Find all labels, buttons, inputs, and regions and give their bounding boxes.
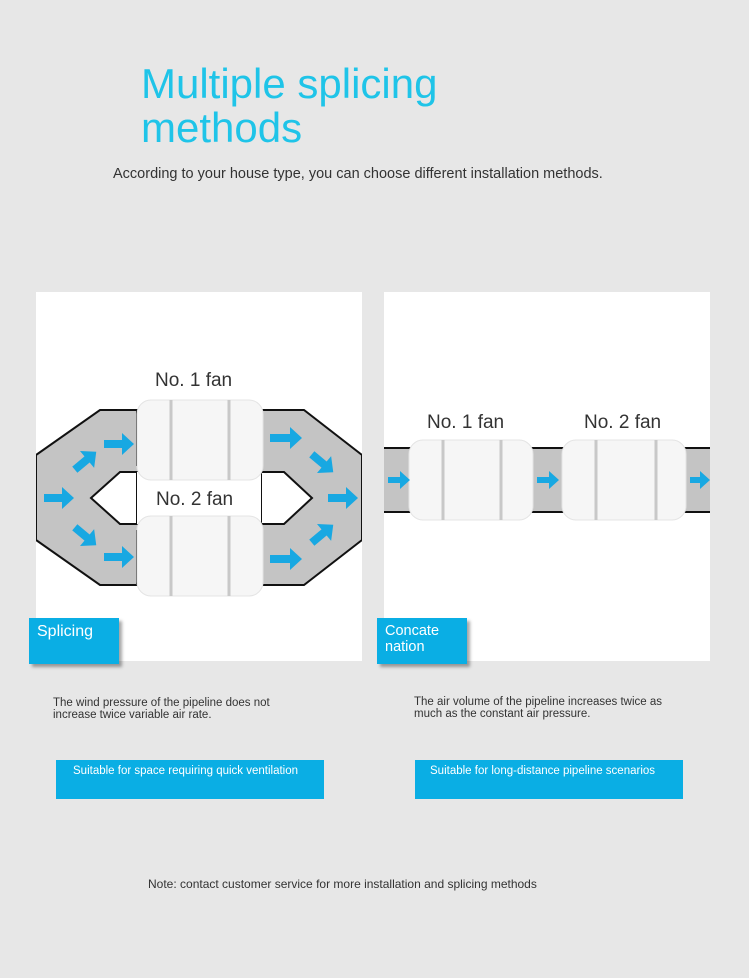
fan-1-label: No. 1 fan <box>427 412 505 433</box>
splicing-tag: Splicing <box>29 618 119 664</box>
concatenation-suitable-banner: Suitable for long-distance pipeline scenarios <box>415 760 683 799</box>
concatenation-tag <box>377 618 467 664</box>
concatenation-diagram-panel <box>384 292 710 661</box>
concatenation-diagram <box>384 292 710 661</box>
splicing-suitable-banner: Suitable for space requiring quick ventilation <box>56 760 324 799</box>
subtitle: According to your house type, you can choose different installation methods. <box>113 166 603 182</box>
fan-2-label: No. 2 fan <box>584 412 662 433</box>
fan-1-label: No. 1 fan <box>155 370 233 391</box>
fan-2-unit <box>137 516 263 596</box>
fan-2-label: No. 2 fan <box>156 489 234 510</box>
fan-2-unit <box>562 440 686 520</box>
concatenation-tag-line-1: Concate <box>385 623 440 639</box>
title-line-2: methods <box>141 104 303 151</box>
title-line-1: Multiple splicing <box>141 60 438 107</box>
concatenation-description: The air volume of the pipeline increases twice as much as the constant air pressure. <box>414 696 663 720</box>
splicing-diagram <box>36 292 362 661</box>
footer-note: Note: contact customer service for more installation and splicing methods <box>148 877 537 891</box>
splicing-diagram-panel <box>36 292 362 661</box>
fan-1-unit <box>137 400 263 480</box>
concatenation-tag-line-2: nation <box>385 639 425 655</box>
page-title <box>141 62 437 150</box>
fan-1-unit <box>409 440 533 520</box>
splicing-description: The wind pressure of the pipeline does not increase twice variable air rate. <box>53 697 270 721</box>
